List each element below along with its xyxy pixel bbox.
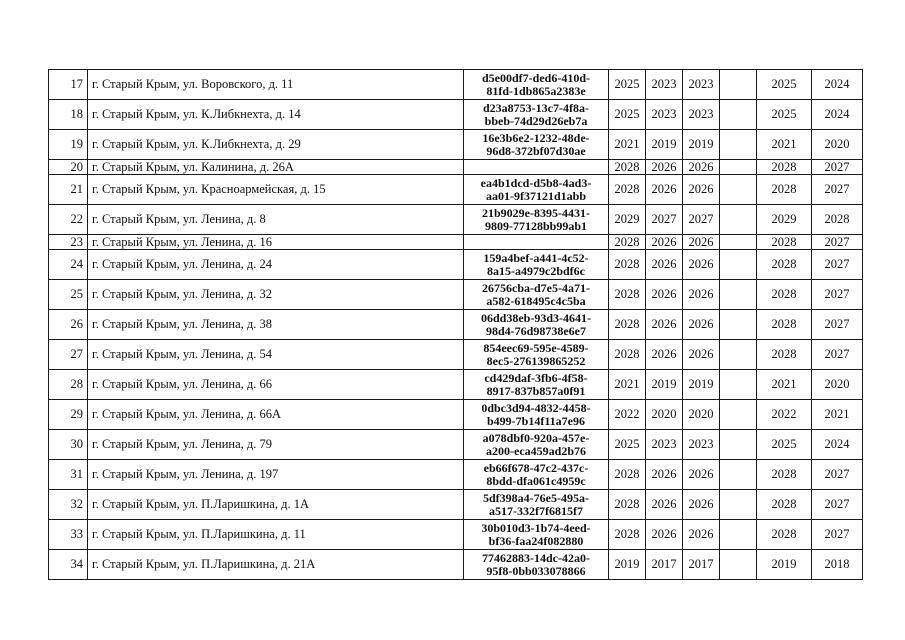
address-cell: г. Старый Крым, ул. П.Ларишкина, д. 21А <box>88 550 464 580</box>
year-cell-5: 2028 <box>757 235 812 250</box>
year-cell-5: 2025 <box>757 100 812 130</box>
guid-line-1: a078dbf0-920a-457e- <box>482 430 590 445</box>
year-cell-4 <box>720 205 757 235</box>
year-cell-4 <box>720 400 757 430</box>
year-cell-6: 2027 <box>812 520 863 550</box>
year-cell-5: 2028 <box>757 280 812 310</box>
year-cell-2: 2026 <box>646 280 683 310</box>
year-cell-5: 2021 <box>757 370 812 400</box>
year-cell-6: 2027 <box>812 235 863 250</box>
table-row <box>49 280 863 310</box>
year-cell-4 <box>720 235 757 250</box>
guid-line-2: 8ec5-276139865252 <box>486 353 586 368</box>
house-guid-cell <box>464 100 609 130</box>
year-cell-1: 2028 <box>609 175 646 205</box>
year-cell-5: 2028 <box>757 310 812 340</box>
table-row <box>49 175 863 205</box>
guid-line-2: a582-618495c4c5ba <box>486 293 586 308</box>
house-guid-cell <box>464 400 609 430</box>
year-cell-6: 2024 <box>812 70 863 100</box>
year-cell-1: 2021 <box>609 370 646 400</box>
year-cell-6: 2024 <box>812 100 863 130</box>
table-row <box>49 400 863 430</box>
year-cell-1: 2028 <box>609 280 646 310</box>
year-cell-6: 2024 <box>812 430 863 460</box>
guid-line-1: 06dd38eb-93d3-4641- <box>480 310 591 325</box>
table-row <box>49 430 863 460</box>
year-cell-6: 2027 <box>812 175 863 205</box>
year-cell-6: 2020 <box>812 130 863 160</box>
row-number-cell: 19 <box>49 130 88 160</box>
guid-line-2: a517-332f7f6815f7 <box>489 503 583 518</box>
year-cell-2: 2026 <box>646 250 683 280</box>
address-cell: г. Старый Крым, ул. Ленина, д. 54 <box>88 340 464 370</box>
year-cell-2: 2023 <box>646 100 683 130</box>
year-cell-2: 2026 <box>646 520 683 550</box>
table-row <box>49 130 863 160</box>
year-cell-5: 2028 <box>757 340 812 370</box>
year-cell-5: 2028 <box>757 490 812 520</box>
year-cell-2: 2026 <box>646 490 683 520</box>
row-number-cell: 23 <box>49 235 88 250</box>
house-guid-cell <box>464 250 609 280</box>
guid-line-2: 8a15-a4979c2bdf6c <box>487 263 585 278</box>
guid-line-2: 98d4-76d98738e6e7 <box>486 323 586 338</box>
row-number-cell: 20 <box>49 160 88 175</box>
table-row <box>49 205 863 235</box>
year-cell-4 <box>720 370 757 400</box>
year-cell-2: 2023 <box>646 430 683 460</box>
year-cell-2: 2026 <box>646 310 683 340</box>
year-cell-4 <box>720 160 757 175</box>
year-cell-3: 2023 <box>683 430 720 460</box>
year-cell-6: 2027 <box>812 460 863 490</box>
year-cell-1: 2028 <box>609 250 646 280</box>
year-cell-4 <box>720 460 757 490</box>
row-number-cell: 27 <box>49 340 88 370</box>
guid-line-1: 77462883-14dc-42a0- <box>482 550 590 565</box>
year-cell-2: 2019 <box>646 370 683 400</box>
house-guid-cell <box>464 235 609 250</box>
year-cell-2: 2026 <box>646 460 683 490</box>
guid-line-1: 854eec69-595e-4589- <box>483 340 589 355</box>
guid-line-2: 96d8-372bf07d30ae <box>486 143 586 158</box>
year-cell-3: 2026 <box>683 250 720 280</box>
year-cell-6: 2018 <box>812 550 863 580</box>
address-cell: г. Старый Крым, ул. П.Ларишкина, д. 1А <box>88 490 464 520</box>
guid-line-1: 26756cba-d7e5-4a71- <box>482 280 590 295</box>
guid-line-2: 8bdd-dfa061c4959c <box>486 473 586 488</box>
year-cell-5: 2019 <box>757 550 812 580</box>
row-number-cell: 21 <box>49 175 88 205</box>
row-number-cell: 31 <box>49 460 88 490</box>
year-cell-2: 2020 <box>646 400 683 430</box>
row-number-cell: 33 <box>49 520 88 550</box>
guid-line-2: b499-7b14f11a7e96 <box>486 413 585 428</box>
house-guid-cell <box>464 460 609 490</box>
row-number-cell: 22 <box>49 205 88 235</box>
row-number-cell: 26 <box>49 310 88 340</box>
guid-line-1: eb66f678-47c2-437c- <box>483 460 589 475</box>
year-cell-4 <box>720 130 757 160</box>
table-row <box>49 340 863 370</box>
house-guid-cell <box>464 310 609 340</box>
year-cell-1: 2029 <box>609 205 646 235</box>
year-cell-2: 2023 <box>646 70 683 100</box>
year-cell-1: 2025 <box>609 100 646 130</box>
row-number-cell: 18 <box>49 100 88 130</box>
row-number-cell: 28 <box>49 370 88 400</box>
year-cell-1: 2028 <box>609 340 646 370</box>
address-cell: г. Старый Крым, ул. К.Либкнехта, д. 29 <box>88 130 464 160</box>
address-cell: г. Старый Крым, ул. Ленина, д. 79 <box>88 430 464 460</box>
address-cell: г. Старый Крым, ул. Ленина, д. 16 <box>88 235 464 250</box>
year-cell-1: 2028 <box>609 160 646 175</box>
table-row <box>49 70 863 100</box>
year-cell-3: 2026 <box>683 175 720 205</box>
row-number-cell: 17 <box>49 70 88 100</box>
year-cell-3: 2026 <box>683 340 720 370</box>
table-row <box>49 460 863 490</box>
guid-line-1: d5e00df7-ded6-410d- <box>481 70 590 85</box>
year-cell-2: 2026 <box>646 340 683 370</box>
house-guid-cell <box>464 280 609 310</box>
year-cell-3: 2026 <box>683 460 720 490</box>
address-cell: г. Старый Крым, ул. К.Либкнехта, д. 14 <box>88 100 464 130</box>
house-guid-cell <box>464 160 609 175</box>
table-row <box>49 160 863 175</box>
guid-line-2: 8917-837b857a0f91 <box>486 383 586 398</box>
table-row <box>49 520 863 550</box>
year-cell-2: 2026 <box>646 235 683 250</box>
row-number-cell: 30 <box>49 430 88 460</box>
year-cell-1: 2025 <box>609 70 646 100</box>
year-cell-3: 2019 <box>683 370 720 400</box>
year-cell-1: 2028 <box>609 490 646 520</box>
year-cell-1: 2021 <box>609 130 646 160</box>
address-cell: г. Старый Крым, ул. П.Ларишкина, д. 11 <box>88 520 464 550</box>
guid-line-2: a200-eca459ad2b76 <box>486 443 586 458</box>
year-cell-4 <box>720 430 757 460</box>
year-cell-1: 2019 <box>609 550 646 580</box>
year-cell-5: 2022 <box>757 400 812 430</box>
guid-line-2: bf36-faa24f082880 <box>488 533 584 548</box>
row-number-cell: 34 <box>49 550 88 580</box>
year-cell-5: 2021 <box>757 130 812 160</box>
address-cell: г. Старый Крым, ул. Ленина, д. 8 <box>88 205 464 235</box>
table-row <box>49 250 863 280</box>
guid-line-1: 21b9029e-8395-4431- <box>482 205 590 220</box>
row-number-cell: 32 <box>49 490 88 520</box>
table-row <box>49 100 863 130</box>
guid-line-2: bbeb-74d29d26eb7a <box>484 113 588 128</box>
year-cell-5: 2028 <box>757 160 812 175</box>
guid-line-1: 30b010d3-1b74-4eed- <box>481 520 591 535</box>
year-cell-4 <box>720 175 757 205</box>
year-cell-1: 2028 <box>609 520 646 550</box>
row-number-cell: 24 <box>49 250 88 280</box>
guid-line-1: d23a8753-13c7-4f8a- <box>483 100 589 115</box>
year-cell-3: 2026 <box>683 520 720 550</box>
year-cell-3: 2026 <box>683 310 720 340</box>
guid-line-1: cd429daf-3fb6-4f58- <box>484 370 588 385</box>
year-cell-3: 2026 <box>683 280 720 310</box>
year-cell-6: 2027 <box>812 160 863 175</box>
guid-line-2: aa01-9f37121d1abb <box>485 188 586 203</box>
address-cell: г. Старый Крым, ул. Ленина, д. 66А <box>88 400 464 430</box>
guid-line-1: ea4b1dcd-d5b8-4ad3- <box>480 175 592 190</box>
year-cell-4 <box>720 490 757 520</box>
year-cell-4 <box>720 280 757 310</box>
year-cell-4 <box>720 550 757 580</box>
year-cell-3: 2020 <box>683 400 720 430</box>
address-cell: г. Старый Крым, ул. Ленина, д. 197 <box>88 460 464 490</box>
year-cell-1: 2028 <box>609 235 646 250</box>
year-cell-3: 2023 <box>683 70 720 100</box>
year-cell-3: 2023 <box>683 100 720 130</box>
year-cell-6: 2027 <box>812 310 863 340</box>
year-cell-6: 2027 <box>812 280 863 310</box>
year-cell-4 <box>720 70 757 100</box>
house-guid-cell <box>464 490 609 520</box>
year-cell-2: 2019 <box>646 130 683 160</box>
year-cell-5: 2025 <box>757 430 812 460</box>
address-cell: г. Старый Крым, ул. Ленина, д. 24 <box>88 250 464 280</box>
year-cell-4 <box>720 520 757 550</box>
year-cell-4 <box>720 250 757 280</box>
year-cell-6: 2027 <box>812 490 863 520</box>
year-cell-5: 2028 <box>757 175 812 205</box>
year-cell-2: 2027 <box>646 205 683 235</box>
year-cell-2: 2026 <box>646 160 683 175</box>
year-cell-3: 2026 <box>683 160 720 175</box>
house-guid-cell <box>464 370 609 400</box>
address-cell: г. Старый Крым, ул. Калинина, д. 26А <box>88 160 464 175</box>
year-cell-1: 2022 <box>609 400 646 430</box>
guid-line-1: 159a4bef-a441-4c52- <box>483 250 589 265</box>
guid-line-1: 5df398a4-76e5-495a- <box>483 490 589 505</box>
year-cell-1: 2025 <box>609 430 646 460</box>
house-guid-cell <box>464 430 609 460</box>
house-guid-cell <box>464 205 609 235</box>
year-cell-6: 2021 <box>812 400 863 430</box>
house-guid-cell <box>464 550 609 580</box>
year-cell-2: 2026 <box>646 175 683 205</box>
year-cell-1: 2028 <box>609 310 646 340</box>
year-cell-3: 2019 <box>683 130 720 160</box>
year-cell-1: 2028 <box>609 460 646 490</box>
housing-registry-table <box>48 69 863 580</box>
house-guid-cell <box>464 70 609 100</box>
year-cell-4 <box>720 100 757 130</box>
guid-line-1: 16e3b6e2-1232-48de- <box>482 130 590 145</box>
table-row <box>49 370 863 400</box>
address-cell: г. Старый Крым, ул. Ленина, д. 38 <box>88 310 464 340</box>
year-cell-3: 2017 <box>683 550 720 580</box>
address-cell: г. Старый Крым, ул. Ленина, д. 66 <box>88 370 464 400</box>
row-number-cell: 25 <box>49 280 88 310</box>
table-body <box>49 70 863 580</box>
guid-line-2: 81fd-1db865a2383e <box>486 83 586 98</box>
year-cell-6: 2020 <box>812 370 863 400</box>
guid-line-2: 9809-77128bb99ab1 <box>484 218 588 233</box>
year-cell-3: 2027 <box>683 205 720 235</box>
address-cell: г. Старый Крым, ул. Красноармейская, д. 15 <box>88 175 464 205</box>
table-row <box>49 490 863 520</box>
guid-line-1: 0dbc3d94-4832-4458- <box>481 400 591 415</box>
year-cell-2: 2017 <box>646 550 683 580</box>
year-cell-5: 2028 <box>757 460 812 490</box>
house-guid-cell <box>464 340 609 370</box>
year-cell-5: 2028 <box>757 520 812 550</box>
year-cell-4 <box>720 310 757 340</box>
table-row <box>49 235 863 250</box>
house-guid-cell <box>464 520 609 550</box>
guid-line-2: 95f8-0bb033078866 <box>486 563 586 578</box>
year-cell-5: 2028 <box>757 250 812 280</box>
table-row <box>49 310 863 340</box>
year-cell-3: 2026 <box>683 490 720 520</box>
address-cell: г. Старый Крым, ул. Воровского, д. 11 <box>88 70 464 100</box>
table-row <box>49 550 863 580</box>
year-cell-5: 2025 <box>757 70 812 100</box>
house-guid-cell <box>464 130 609 160</box>
year-cell-6: 2027 <box>812 250 863 280</box>
house-guid-cell <box>464 175 609 205</box>
address-cell: г. Старый Крым, ул. Ленина, д. 32 <box>88 280 464 310</box>
year-cell-6: 2028 <box>812 205 863 235</box>
year-cell-5: 2029 <box>757 205 812 235</box>
year-cell-6: 2027 <box>812 340 863 370</box>
year-cell-3: 2026 <box>683 235 720 250</box>
row-number-cell: 29 <box>49 400 88 430</box>
year-cell-4 <box>720 340 757 370</box>
